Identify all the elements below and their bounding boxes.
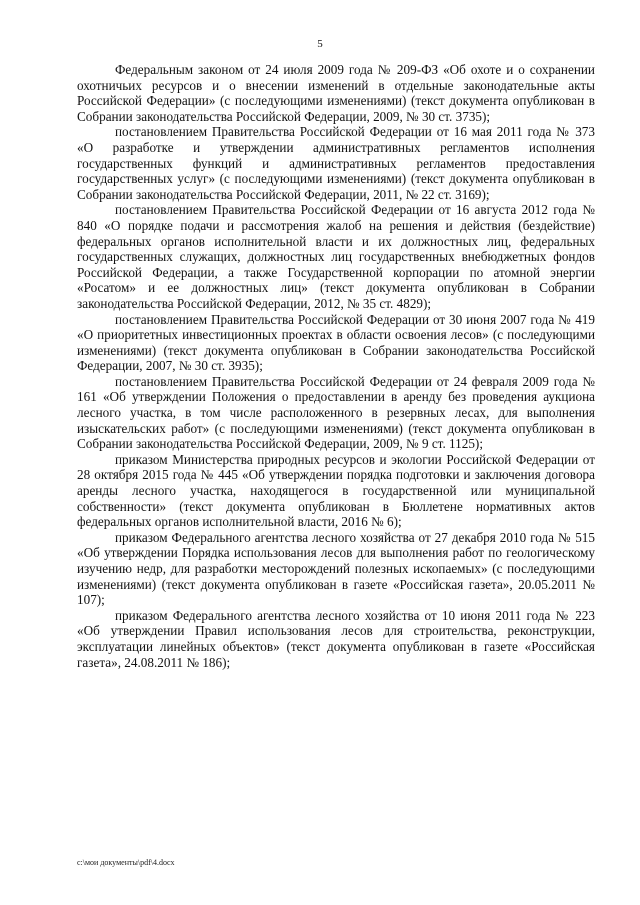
paragraph-order-445: приказом Министерства природных ресурсов и экологии Российской Федерации от 28 октября 2015 года № 445 «Об утверждении порядка подготовки и заключения договора аренды лесного участка, находящегося в государственной или муниципальной собственности» (текст документа опубликован в Бюллетене нормативных актов федеральных органов исполнительной власти, 2016 № 6); (77, 451, 595, 530)
paragraph-resolution-840: постановлением Правительства Российской Федерации от 16 августа 2012 года № 840 «О порядке подачи и рассмотрения жалоб на решения и действия (бездействие) федеральных органов исполнительной власти и их должностных лиц, федеральных государственных служащих, должностных лиц государственных внебюджетных фондов Российской Федерации, а также Государственной корпорации по атомной энергии «Росатом» и ее должностных лиц» (текст документа опубликован в Собрании законодательства Российской Федерации, 2012, № 35 ст. 4829); (77, 202, 595, 311)
paragraph-resolution-161: постановлением Правительства Российской Федерации от 24 февраля 2009 года № 161 «Об утверждении Положения о предоставлении в аренду без проведения аукциона лесного участка, в том числе расположенного в резервных лесах, для выполнения изыскательских работ» (с последующими изменениями) (текст документа опубликован в Собрании законодательства Российской Федерации, 2009, № 9 ст. 1125); (77, 373, 595, 452)
footer-file-path: c:\мои документы\pdf\4.docx (77, 858, 175, 867)
paragraph-federal-law-209: Федеральным законом от 24 июля 2009 года № 209-ФЗ «Об охоте и о сохранении охотничьих ресурсов и о внесении изменений в отдельные законодательные акты Российской Федерации» (с последующими изменениями) (текст документа опубликован в Собрании законодательства Российской Федерации, 2009, № 30 ст. 3735); (77, 62, 595, 124)
page-number: 5 (317, 38, 323, 50)
paragraph-order-223: приказом Федерального агентства лесного хозяйства от 10 июня 2011 года № 223 «Об утверждении Правил использования лесов для строительства, реконструкции, эксплуатации линейных объектов» (текст документа опубликован в газете «Российская газета», 24.08.2011 № 186); (77, 607, 595, 670)
paragraph-order-515: приказом Федерального агентства лесного хозяйства от 27 декабря 2010 года № 515 «Об утверждении Порядка использования лесов для выполнения работ по геологическому изучению недр, для разработки месторождений полезных ископаемых» (с последующими изменениями) (текст документа опубликован в газете «Российская газета», 20.05.2011 № 107); (77, 529, 595, 608)
document-body (77, 62, 595, 670)
paragraph-resolution-373: постановлением Правительства Российской Федерации от 16 мая 2011 года № 373 «О разработке и утверждении административных регламентов исполнения государственных функций и административных регламентов предоставления государственных услуг» (с последующими изменениями) (текст документа опубликован в Собрании законодательства Российской Федерации, 2011, № 22 ст. 3169); (77, 124, 595, 202)
paragraph-resolution-419: постановлением Правительства Российской Федерации от 30 июня 2007 года № 419 «О приоритетных инвестиционных проектах в области освоения лесов» (с последующими изменениями) (текст документа опубликован в Собрании законодательства Российской Федерации, 2007, № 30 ст. 3935); (77, 311, 595, 374)
